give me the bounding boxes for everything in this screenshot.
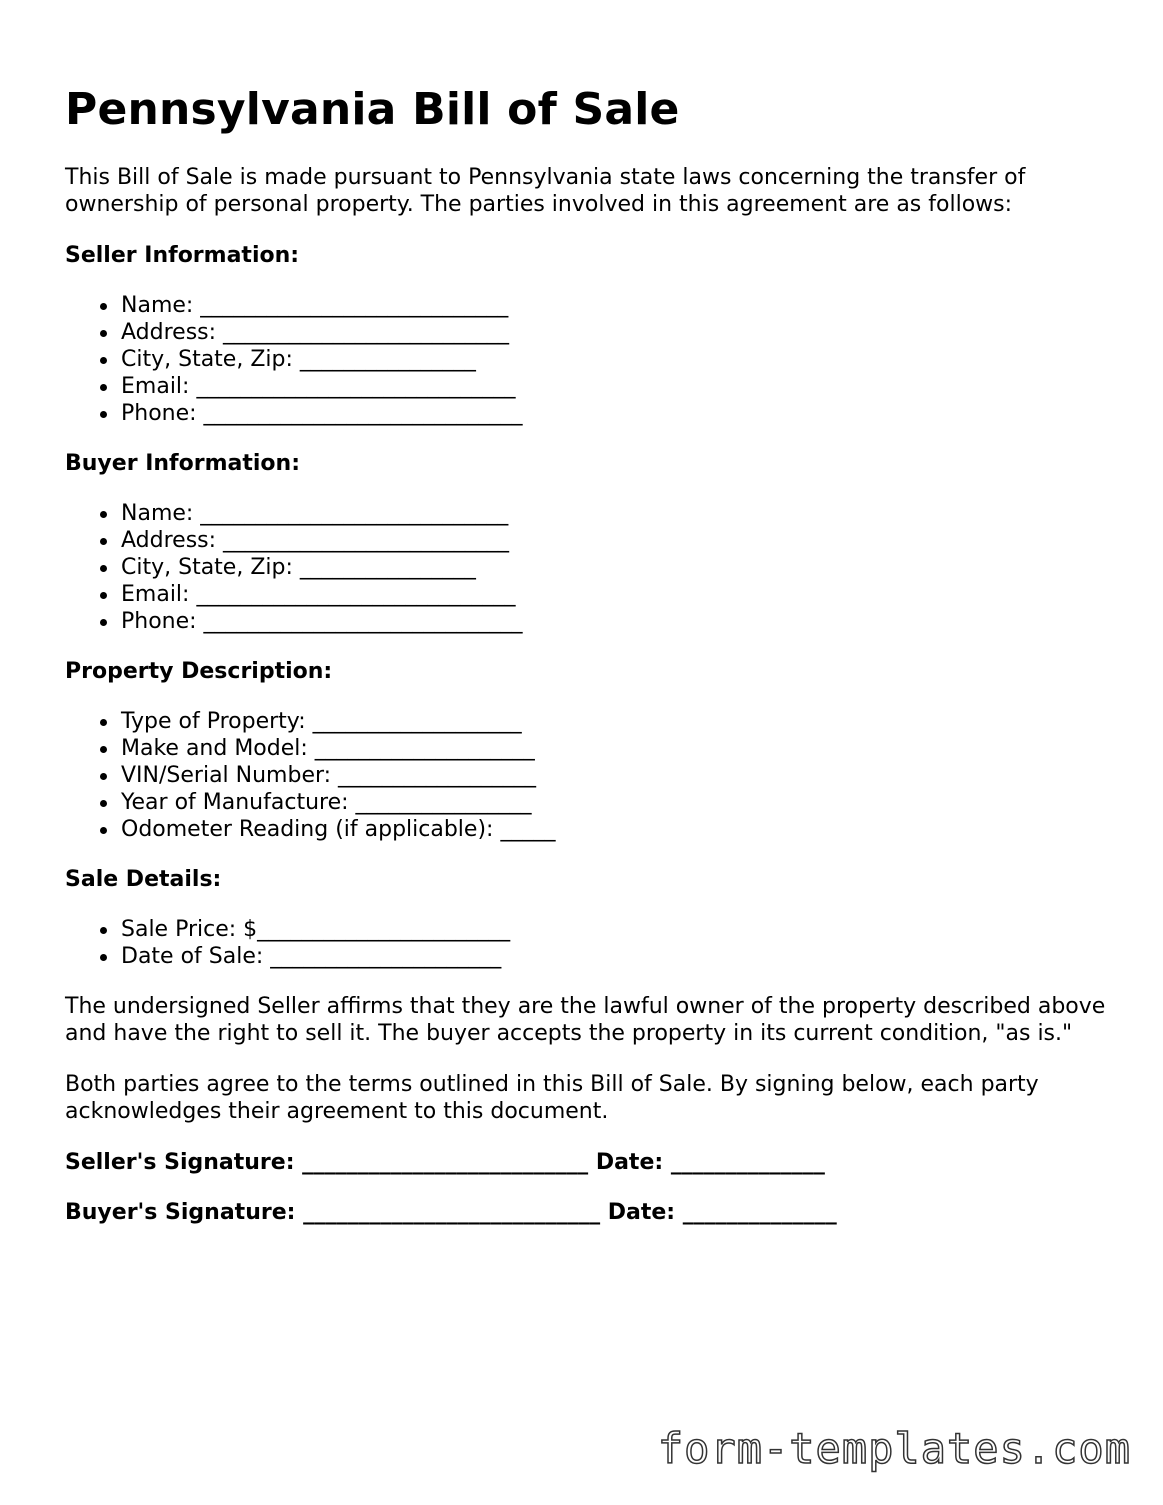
seller-address-item: Address: __________________________ bbox=[121, 319, 1125, 346]
document-title: Pennsylvania Bill of Sale bbox=[65, 84, 680, 135]
property-odometer-item: Odometer Reading (if applicable): _____ bbox=[121, 816, 1125, 843]
seller-email-item: Email: _____________________________ bbox=[121, 373, 1125, 400]
buyer-email-item: Email: _____________________________ bbox=[121, 581, 1125, 608]
buyer-address-item: Address: __________________________ bbox=[121, 527, 1125, 554]
buyer-list bbox=[65, 500, 1125, 635]
sale-heading: Sale Details: bbox=[65, 867, 222, 892]
buyer-signature-line: Buyer's Signature: ___________________________ Date: ______________ bbox=[65, 1200, 837, 1225]
buyer-name-item: Name: ____________________________ bbox=[121, 500, 1125, 527]
buyer-phone-item: Phone: _____________________________ bbox=[121, 608, 1125, 635]
buyer-heading: Buyer Information: bbox=[65, 451, 300, 476]
affirmation-paragraph: The undersigned Seller affirms that they are the lawful owner of the property described above and have the right to sell it. The buyer accepts the property in its current condition, "as is." bbox=[65, 994, 1106, 1046]
seller-name-item: Name: ____________________________ bbox=[121, 292, 1125, 319]
sale-list bbox=[65, 916, 1125, 970]
document-page bbox=[65, 82, 1125, 1249]
property-year-item: Year of Manufacture: ________________ bbox=[121, 789, 1125, 816]
seller-city-item: City, State, Zip: ________________ bbox=[121, 346, 1125, 373]
property-vin-item: VIN/Serial Number: __________________ bbox=[121, 762, 1125, 789]
property-heading: Property Description: bbox=[65, 659, 333, 684]
watermark-text: form-templates.com bbox=[657, 1424, 1131, 1473]
property-list bbox=[65, 708, 1125, 843]
agreement-paragraph: Both parties agree to the terms outlined in this Bill of Sale. By signing below, each party acknowledges their agreement to this document. bbox=[65, 1072, 1039, 1124]
buyer-city-item: City, State, Zip: ________________ bbox=[121, 554, 1125, 581]
seller-phone-item: Phone: _____________________________ bbox=[121, 400, 1125, 427]
property-type-item: Type of Property: ___________________ bbox=[121, 708, 1125, 735]
seller-list bbox=[65, 292, 1125, 427]
seller-heading: Seller Information: bbox=[65, 243, 300, 268]
property-make-item: Make and Model: ____________________ bbox=[121, 735, 1125, 762]
sale-date-item: Date of Sale: _____________________ bbox=[121, 943, 1125, 970]
sale-price-item: Sale Price: $_______________________ bbox=[121, 916, 1125, 943]
intro-paragraph: This Bill of Sale is made pursuant to Pennsylvania state laws concerning the transfer of ownership of personal property. The parties involved in this agreement are as follows: bbox=[65, 165, 1026, 217]
seller-signature-line: Seller's Signature: __________________________ Date: ______________ bbox=[65, 1150, 825, 1175]
